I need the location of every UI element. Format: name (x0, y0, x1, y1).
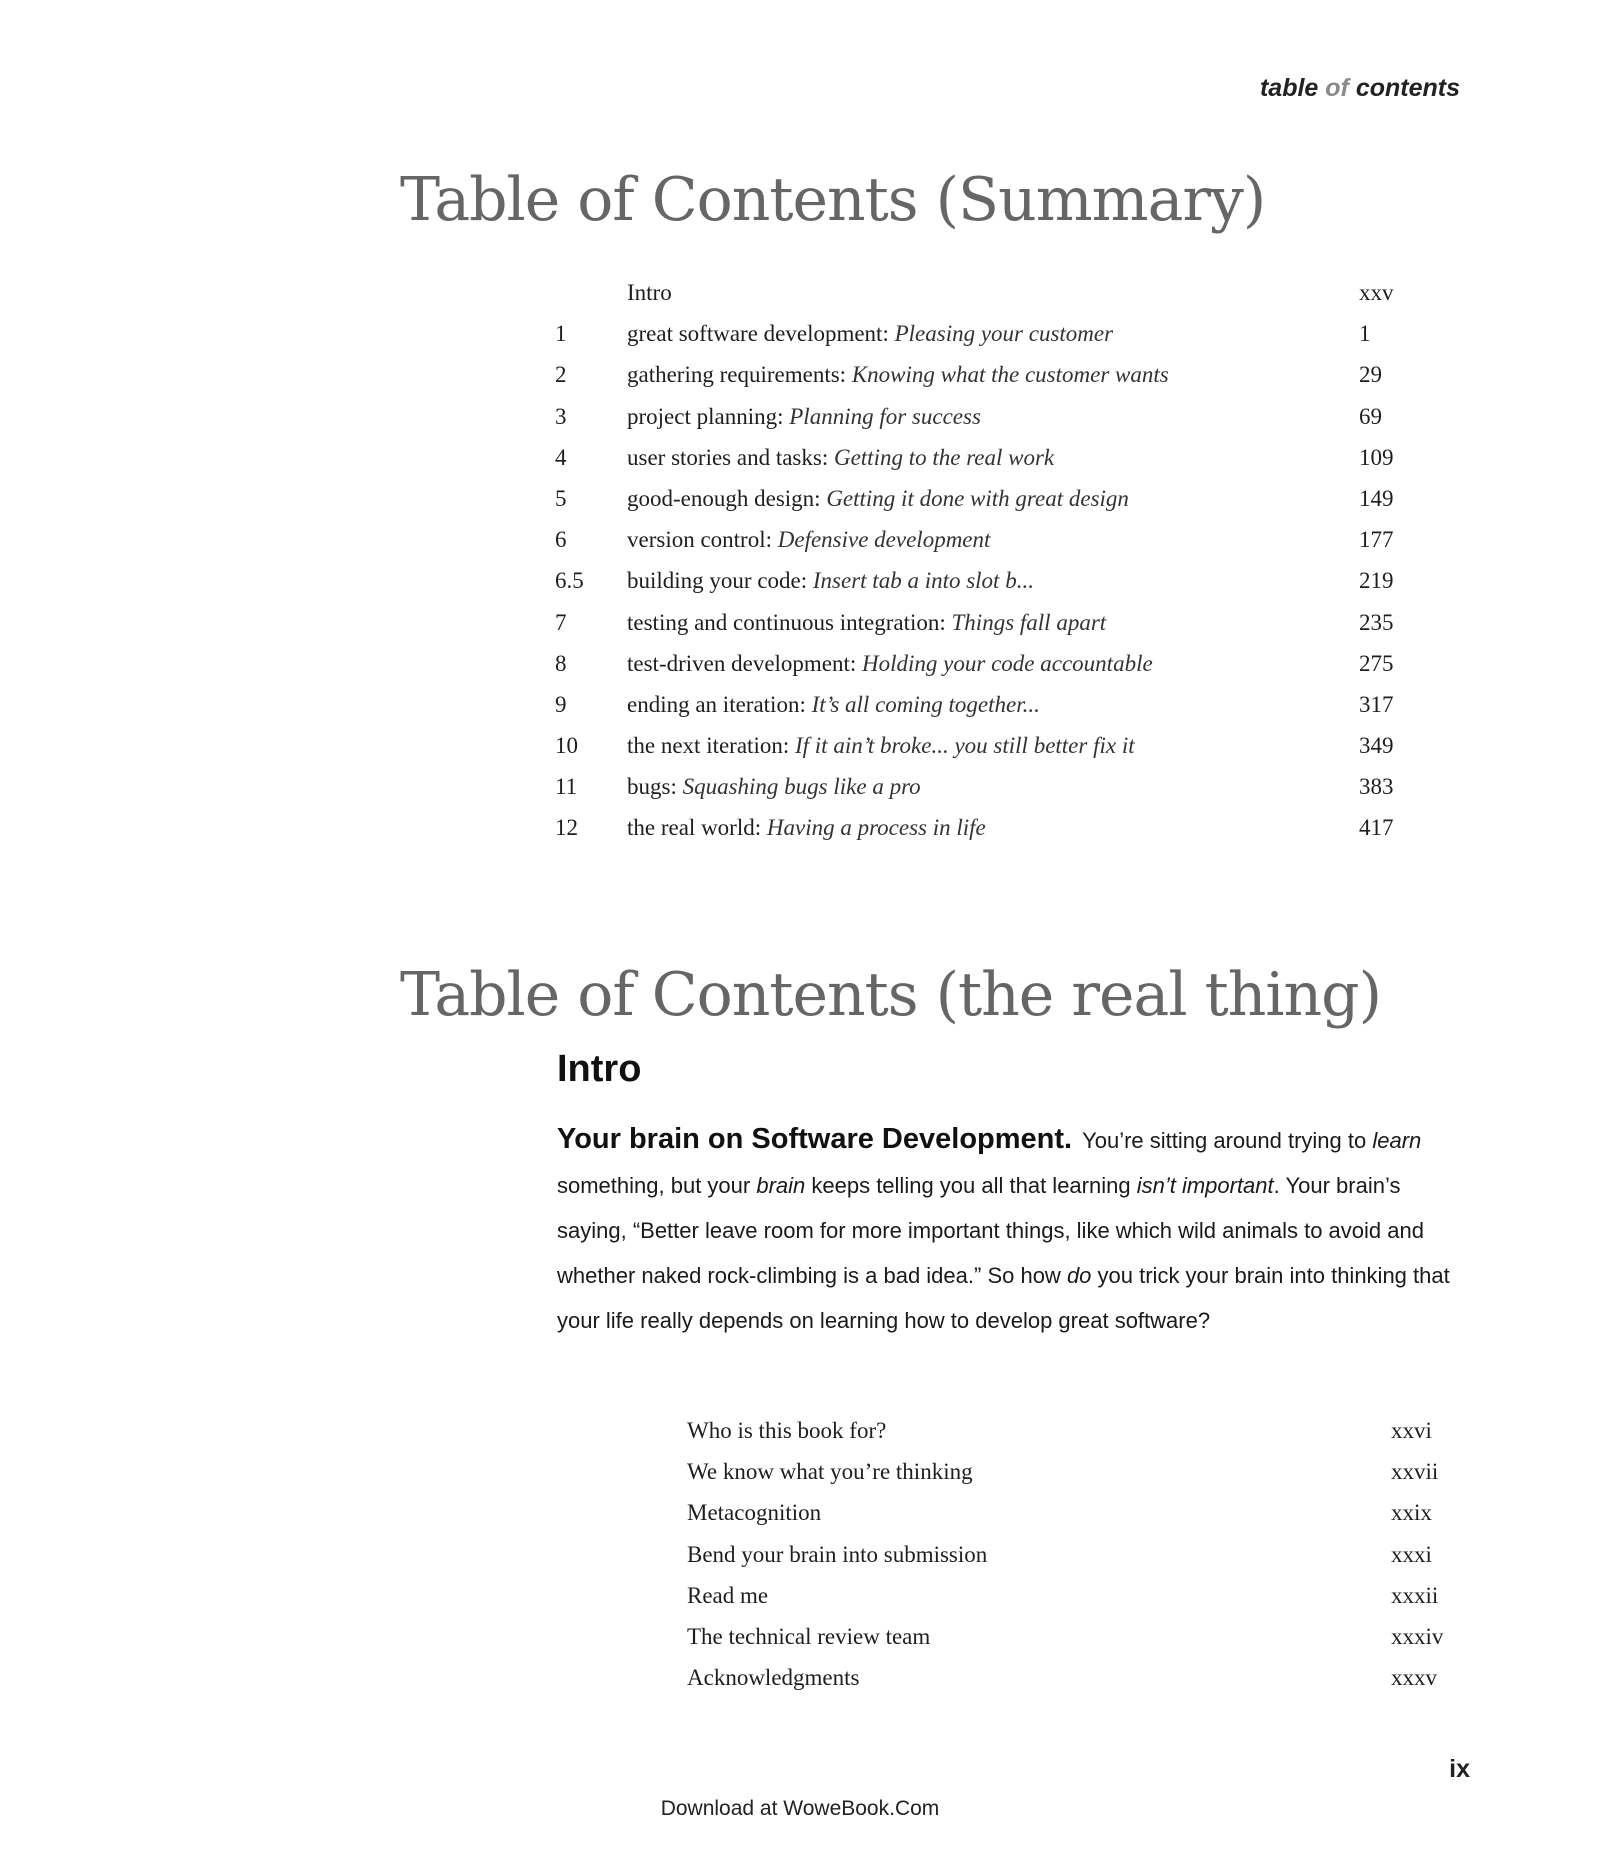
summary-row[interactable] (555, 733, 1410, 774)
chapter-name: the next iteration: (627, 733, 795, 759)
chapter-name: bugs: (627, 774, 683, 800)
summary-row[interactable] (555, 610, 1410, 651)
chapter-number: 8 (555, 650, 567, 676)
intro-item-label: Acknowledgments (687, 1665, 860, 1691)
chapter-page: 275 (1359, 650, 1394, 676)
intro-text-5: keeps telling you all that learning (805, 1173, 1137, 1198)
intro-item-label: Who is this book for? (687, 1418, 887, 1443)
chapter-subtitle: Pleasing your customer (894, 321, 1114, 347)
intro-text-7: . Your brain’s saying, “Better leave room for more important things, like which wild animals to avoid and whether naked rock-climbing is a bad idea.” So how (557, 1173, 1424, 1288)
chapter-subtitle: Holding your code accountable (862, 650, 1153, 676)
chapter-title (627, 445, 1054, 471)
summary-row[interactable] (555, 568, 1410, 609)
intro-item-label: Metacognition (687, 1500, 822, 1526)
chapter-subtitle: Knowing what the customer wants (851, 362, 1169, 388)
summary-title: Table of Contents (Summary) (400, 165, 1266, 235)
chapter-subtitle: Planning for success (789, 403, 981, 429)
summary-row[interactable] (555, 527, 1410, 568)
chapter-subtitle: Having a process in life (766, 815, 986, 841)
chapter-title (627, 651, 1153, 677)
chapter-title (627, 321, 1113, 347)
chapter-name: gathering requirements: (627, 362, 852, 388)
intro-items-list (687, 1418, 1447, 1706)
intro-heading: Intro (557, 1048, 642, 1090)
chapter-subtitle: Getting to the real work (833, 444, 1055, 470)
summary-list (555, 280, 1410, 857)
intro-paragraph (557, 1117, 1462, 1343)
chapter-page: 177 (1359, 527, 1394, 553)
chapter-title (627, 733, 1135, 759)
intro-item-page: xxvi (1391, 1418, 1432, 1443)
intro-lead: Your brain on Software Development. (557, 1123, 1073, 1155)
chapter-name: ending an iteration: (627, 691, 812, 717)
chapter-subtitle: Squashing bugs like a pro (682, 774, 921, 800)
chapter-number: 12 (555, 815, 578, 841)
chapter-subtitle: Things fall apart (951, 609, 1107, 635)
summary-row[interactable] (555, 404, 1410, 445)
chapter-subtitle: Defensive development (777, 527, 991, 553)
chapter-page: 69 (1359, 403, 1382, 429)
chapter-title (627, 404, 981, 430)
intro-item[interactable] (687, 1583, 1447, 1624)
chapter-number: 10 (555, 733, 578, 759)
real-contents-title: Table of Contents (the real thing) (400, 960, 1381, 1030)
chapter-name: the real world: (627, 815, 767, 841)
running-head-of: of (1325, 74, 1349, 102)
chapter-subtitle: It’s all coming together... (811, 691, 1040, 717)
intro-item[interactable] (687, 1418, 1447, 1459)
chapter-title (627, 692, 1040, 718)
intro-item-page: xxxv (1391, 1665, 1437, 1691)
chapter-page: 149 (1359, 485, 1394, 511)
chapter-name: Intro (627, 280, 672, 305)
chapter-page: 417 (1359, 815, 1394, 841)
intro-item[interactable] (687, 1624, 1447, 1665)
chapter-page: 383 (1359, 774, 1394, 800)
summary-row[interactable] (555, 445, 1410, 486)
intro-text-4: brain (756, 1173, 806, 1198)
chapter-title (627, 362, 1169, 388)
intro-text-3: something, but your (557, 1173, 757, 1198)
chapter-title (627, 774, 921, 800)
intro-text-6: isn’t important (1136, 1173, 1274, 1198)
chapter-name: version control: (627, 527, 778, 553)
chapter-title (627, 527, 990, 553)
chapter-page: 1 (1359, 321, 1371, 347)
summary-row[interactable] (555, 774, 1410, 815)
intro-text-8: do (1066, 1263, 1092, 1288)
footer-download-note: Download at WoweBook.Com (660, 1797, 940, 1820)
running-head (1260, 74, 1460, 103)
chapter-number: 1 (555, 321, 567, 347)
chapter-page: 29 (1359, 362, 1382, 388)
summary-row[interactable] (555, 362, 1410, 403)
chapter-number: 3 (555, 403, 567, 429)
chapter-name: building your code: (627, 568, 813, 594)
intro-text-1: You’re sitting around trying to (1082, 1128, 1373, 1153)
chapter-number: 7 (555, 609, 567, 635)
chapter-title (627, 815, 986, 841)
summary-row[interactable] (555, 692, 1410, 733)
chapter-name: user stories and tasks: (627, 444, 834, 470)
summary-row[interactable] (555, 280, 1410, 321)
chapter-name: good-enough design: (627, 485, 827, 511)
page-number: ix (1449, 1755, 1470, 1783)
chapter-subtitle: If it ain’t broke... you still better fix it (794, 733, 1135, 759)
chapter-number: 11 (555, 774, 578, 800)
chapter-name: testing and continuous integration: (627, 609, 952, 635)
intro-item-page: xxxiv (1391, 1623, 1444, 1649)
running-head-part1: table (1259, 74, 1326, 102)
chapter-number: 5 (555, 485, 567, 511)
chapter-page: 317 (1359, 691, 1394, 717)
intro-item-page: xxix (1391, 1500, 1432, 1526)
running-head-part3: contents (1348, 74, 1460, 102)
chapter-number: 4 (555, 444, 567, 470)
chapter-name: project planning: (627, 403, 790, 429)
chapter-title (627, 280, 672, 306)
chapter-page: 235 (1359, 609, 1394, 635)
intro-item[interactable] (687, 1500, 1447, 1541)
intro-item[interactable] (687, 1665, 1447, 1706)
intro-item[interactable] (687, 1542, 1447, 1583)
intro-text-2: learn (1372, 1128, 1422, 1153)
intro-item-page: xxvii (1391, 1459, 1439, 1485)
summary-row[interactable] (555, 486, 1410, 527)
chapter-name: test-driven development: (627, 650, 863, 676)
chapter-name: great software development: (627, 321, 895, 347)
chapter-subtitle: Insert tab a into slot b... (812, 568, 1034, 594)
intro-item-label: Read me (687, 1582, 769, 1608)
intro-item-page: xxxii (1391, 1582, 1439, 1608)
intro-item-label: We know what you’re thinking (687, 1459, 973, 1485)
intro-text-9: you trick your brain into thinking that your life really depends on learning how to develop great software? (557, 1263, 1450, 1333)
chapter-page: 109 (1359, 444, 1394, 470)
chapter-title (627, 610, 1106, 636)
chapter-title (627, 486, 1129, 512)
intro-item-page: xxxi (1391, 1541, 1432, 1567)
chapter-page: xxv (1359, 280, 1394, 305)
chapter-subtitle: Getting it done with great design (826, 485, 1129, 511)
chapter-page: 349 (1359, 733, 1394, 759)
chapter-title (627, 568, 1034, 594)
intro-item-label: Bend your brain into submission (687, 1541, 988, 1567)
chapter-number: 2 (555, 362, 567, 388)
chapter-number: 9 (555, 691, 567, 717)
summary-row[interactable] (555, 815, 1410, 856)
intro-item-label: The technical review team (687, 1623, 931, 1649)
summary-row[interactable] (555, 651, 1410, 692)
intro-item[interactable] (687, 1459, 1447, 1500)
summary-row[interactable] (555, 321, 1410, 362)
chapter-number: 6.5 (555, 568, 584, 594)
chapter-number: 6 (555, 527, 567, 553)
chapter-page: 219 (1359, 568, 1394, 594)
